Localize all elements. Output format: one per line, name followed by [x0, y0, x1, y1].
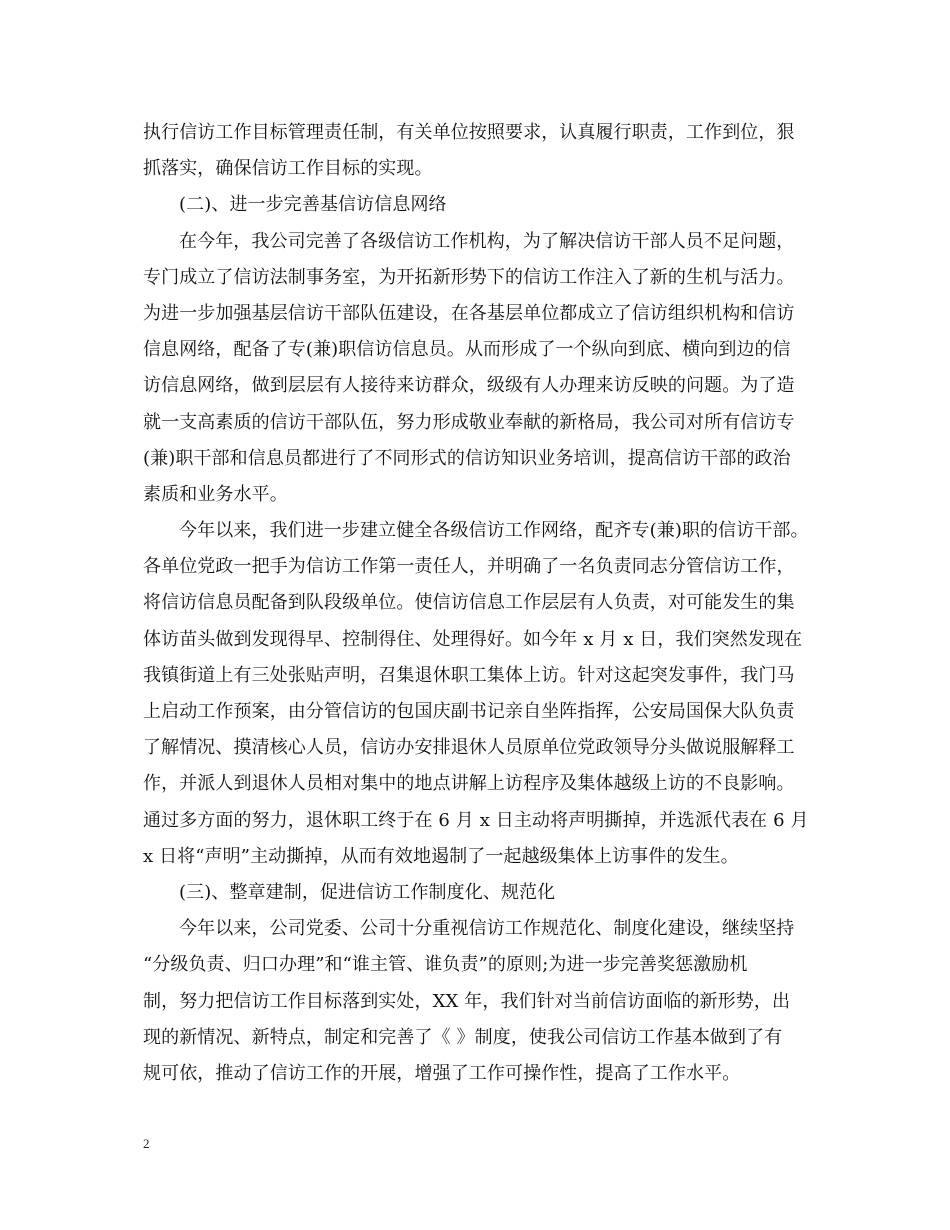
text-line-24: “分级负责、归口办理”和“谁主管、谁负责”的原则;为进一步完善奖惩激励机 — [143, 954, 748, 976]
text-line-2: 抓落实，确保信访工作目标的实现。 — [143, 158, 433, 180]
text-line-7: 信息网络，配备了专(兼)职信访信息员。从而形成了一个纵向到底、横向到边的信 — [143, 339, 791, 361]
text-line-13: 各单位党政一把手为信访工作第一责任人，并明确了一名负责同志分管信访工作， — [143, 556, 795, 578]
text-line-5: 专门成立了信访法制事务室，为开拓新形势下的信访工作注入了新的生机与活力。 — [143, 266, 795, 288]
text-line-6: 为进一步加强基层信访干部队伍建设，在各基层单位都成立了信访组织机构和信访 — [143, 302, 795, 324]
text-line-20: 通过多方面的努力，退休职工终于在 6 月 x 日主动将声明撕掉，并选派代表在 6 月 — [143, 809, 809, 831]
text-line-14: 将信访信息员配备到队段级单位。使信访信息工作层层有人负责，对可能发生的集 — [143, 592, 795, 614]
text-line-11: 素质和业务水平。 — [143, 483, 288, 505]
text-line-16: 我镇街道上有三处张贴声明，召集退休职工集体上访。针对这起突发事件，我门马 — [143, 664, 795, 686]
document-body — [143, 115, 823, 1092]
text-line-26: 现的新情况、新特点，制定和完善了《 》制度，使我公司信访工作基本做到了有 — [143, 1026, 783, 1048]
text-line-18: 了解情况、摸清核心人员，信访办安排退休人员原单位党政领导分头做说服解释工 — [143, 737, 795, 759]
page-number: 2 — [143, 1136, 150, 1151]
text-line-4: 在今年，我公司完善了各级信访工作机构，为了解决信访干部人员不足问题， — [179, 230, 795, 252]
text-line-23: 今年以来，公司党委、公司十分重视信访工作规范化、制度化建设，继续坚持 — [179, 918, 795, 940]
text-line-17: 上启动工作预案，由分管信访的包国庆副书记亲自坐阵指挥，公安局国保大队负责 — [143, 701, 795, 722]
text-line-27: 规可依，推动了信访工作的开展，增强了工作可操作性，提高了工作水平。 — [143, 1062, 741, 1084]
text-line-8: 访信息网络，做到层层有人接待来访群众，级级有人办理来访反映的问题。为了造 — [143, 375, 795, 397]
text-line-12: 今年以来，我们进一步建立健全各级信访工作网络，配齐专(兼)职的信访干部。 — [179, 520, 809, 542]
text-line-10: (兼)职干部和信息员都进行了不同形式的信访知识业务培训，提高信访干部的政治 — [143, 447, 791, 469]
section-heading-2: (二)、进一步完善基信访信息网络 — [179, 194, 447, 216]
text-line-15: 体访苗头做到发现得早、控制得住、处理得好。如今年 x 月 x 日，我们突然发现在 — [143, 628, 803, 650]
text-line-9: 就一支高素质的信访干部队伍，努力形成敬业奉献的新格局，我公司对所有信访专 — [143, 411, 795, 433]
text-line-19: 作，并派人到退休人员相对集中的地点讲解上访程序及集体越级上访的不良影响。 — [143, 773, 795, 795]
text-line-21: x 日将“声明”主动撕掉，从而有效地遏制了一起越级集体上访事件的发生。 — [143, 845, 739, 867]
text-line-1: 执行信访工作目标管理责任制，有关单位按照要求，认真履行职责，工作到位，狠 — [143, 122, 795, 143]
section-heading-3: (三)、整章建制，促进信访工作制度化、规范化 — [179, 881, 556, 903]
text-line-25: 制，努力把信访工作目标落到实处，XX 年，我们针对当前信访面临的新形势，出 — [143, 990, 791, 1012]
